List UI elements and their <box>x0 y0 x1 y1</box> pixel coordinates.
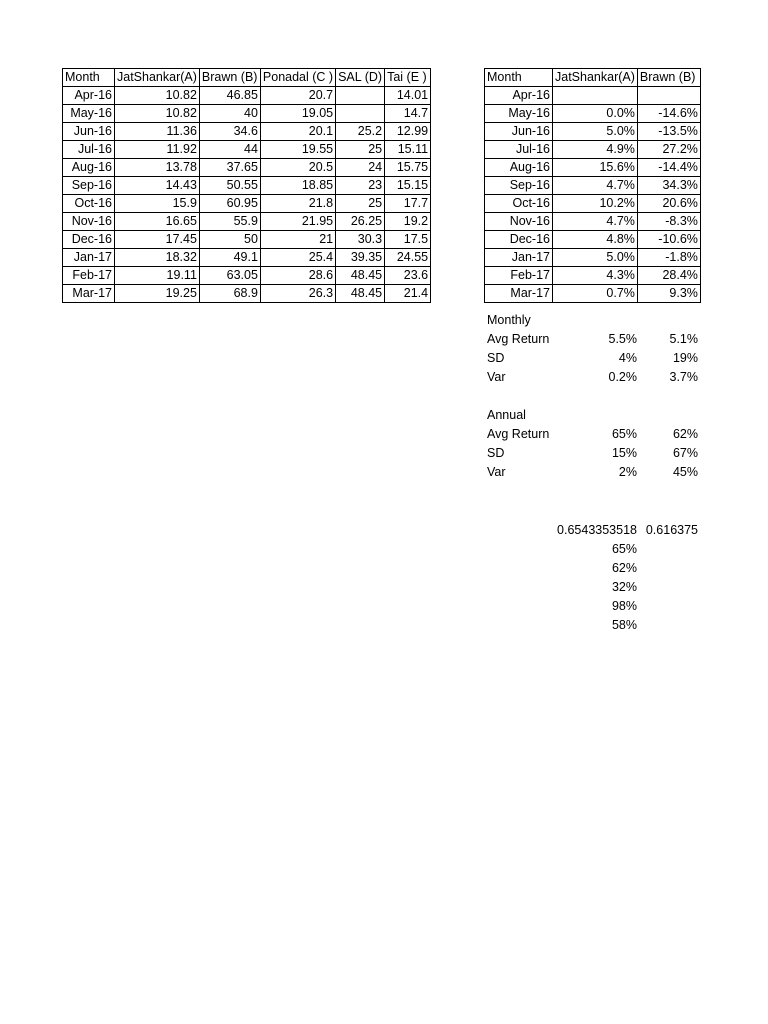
table-row <box>485 249 701 267</box>
value-cell: 15.75 <box>385 159 431 177</box>
section-heading: Annual <box>487 408 526 422</box>
extra-value: 65% <box>611 542 637 556</box>
stat-value-a: 15% <box>611 446 637 460</box>
value-cell: 27.2% <box>637 141 700 159</box>
stat-label: Avg Return <box>487 427 550 441</box>
extra-value-b: 0.616375 <box>645 523 698 537</box>
value-cell: 0.0% <box>553 105 638 123</box>
value-cell: 20.1 <box>260 123 335 141</box>
value-cell: 9.3% <box>637 285 700 303</box>
stat-row <box>484 425 700 444</box>
value-cell: -14.4% <box>637 159 700 177</box>
monthly-heading-row <box>484 311 700 330</box>
value-cell: 11.36 <box>115 123 200 141</box>
value-cell: 34.6 <box>199 123 260 141</box>
header-row <box>485 69 701 87</box>
stat-label: SD <box>487 446 505 460</box>
value-cell: 4.8% <box>553 231 638 249</box>
value-cell: 11.92 <box>115 141 200 159</box>
prices-table <box>62 68 431 303</box>
column-header: Month <box>63 69 115 87</box>
month-cell: Dec-16 <box>63 231 115 249</box>
month-cell: Sep-16 <box>485 177 553 195</box>
table-row <box>485 213 701 231</box>
table-row <box>63 213 431 231</box>
extra-value: 98% <box>611 599 637 613</box>
value-cell: 23 <box>336 177 385 195</box>
value-cell: 4.7% <box>553 213 638 231</box>
value-cell: 10.2% <box>553 195 638 213</box>
table-row <box>485 141 701 159</box>
value-cell: 34.3% <box>637 177 700 195</box>
table-row <box>485 123 701 141</box>
stat-value-b: 67% <box>672 446 698 460</box>
stat-value-a: 4% <box>618 351 637 365</box>
value-cell: 19.2 <box>385 213 431 231</box>
value-cell: 15.11 <box>385 141 431 159</box>
value-cell: 14.7 <box>385 105 431 123</box>
month-cell: Feb-17 <box>63 267 115 285</box>
value-cell: 19.55 <box>260 141 335 159</box>
month-cell: Dec-16 <box>485 231 553 249</box>
value-cell: 17.7 <box>385 195 431 213</box>
value-cell: 63.05 <box>199 267 260 285</box>
table-row <box>485 105 701 123</box>
value-cell: 55.9 <box>199 213 260 231</box>
value-cell: 48.45 <box>336 285 385 303</box>
stat-value-b: 62% <box>672 427 698 441</box>
value-cell: 23.6 <box>385 267 431 285</box>
stat-label: SD <box>487 351 505 365</box>
month-cell: Jan-17 <box>485 249 553 267</box>
table-row <box>63 123 431 141</box>
returns-table <box>484 68 701 303</box>
table-row <box>63 195 431 213</box>
column-header: Tai (E ) <box>385 69 431 87</box>
value-cell: 14.01 <box>385 87 431 105</box>
value-cell: 17.5 <box>385 231 431 249</box>
header-row <box>63 69 431 87</box>
column-header: Brawn (B) <box>199 69 260 87</box>
value-cell: 20.7 <box>260 87 335 105</box>
table-row <box>63 285 431 303</box>
extra-row <box>484 616 700 635</box>
value-cell: 4.3% <box>553 267 638 285</box>
value-cell: 25 <box>336 141 385 159</box>
stat-row <box>484 444 700 463</box>
month-cell: Feb-17 <box>485 267 553 285</box>
extra-value: 62% <box>611 561 637 575</box>
table-row <box>485 285 701 303</box>
monthly-stats <box>484 311 700 387</box>
value-cell: 21.4 <box>385 285 431 303</box>
value-cell: 19.25 <box>115 285 200 303</box>
value-cell: 18.32 <box>115 249 200 267</box>
value-cell: 60.95 <box>199 195 260 213</box>
extra-values <box>484 521 700 635</box>
stat-value-a: 5.5% <box>608 332 637 346</box>
value-cell: 40 <box>199 105 260 123</box>
value-cell <box>553 87 638 105</box>
value-cell: 15.15 <box>385 177 431 195</box>
month-cell: Mar-17 <box>485 285 553 303</box>
table-row <box>485 267 701 285</box>
month-cell: Jun-16 <box>485 123 553 141</box>
stat-value-a: 2% <box>618 465 637 479</box>
value-cell: 10.82 <box>115 87 200 105</box>
value-cell: -14.6% <box>637 105 700 123</box>
month-cell: Jul-16 <box>485 141 553 159</box>
stat-value-a: 65% <box>611 427 637 441</box>
value-cell: 13.78 <box>115 159 200 177</box>
annual-heading-row <box>484 406 700 425</box>
month-cell: Oct-16 <box>63 195 115 213</box>
stat-value-b: 19% <box>672 351 698 365</box>
value-cell: -13.5% <box>637 123 700 141</box>
month-cell: Aug-16 <box>63 159 115 177</box>
value-cell: 5.0% <box>553 123 638 141</box>
column-header: Brawn (B) <box>637 69 700 87</box>
value-cell: 39.35 <box>336 249 385 267</box>
value-cell: 21.8 <box>260 195 335 213</box>
stat-label: Var <box>487 465 506 479</box>
value-cell: 26.3 <box>260 285 335 303</box>
extra-value: 32% <box>611 580 637 594</box>
table-row <box>63 231 431 249</box>
value-cell: -1.8% <box>637 249 700 267</box>
value-cell: 4.7% <box>553 177 638 195</box>
value-cell: 21.95 <box>260 213 335 231</box>
stat-label: Avg Return <box>487 332 550 346</box>
value-cell: 4.9% <box>553 141 638 159</box>
value-cell: 46.85 <box>199 87 260 105</box>
value-cell: 10.82 <box>115 105 200 123</box>
value-cell: 37.65 <box>199 159 260 177</box>
value-cell: 25.2 <box>336 123 385 141</box>
table-row <box>485 87 701 105</box>
extra-row <box>484 540 700 559</box>
table-row <box>63 141 431 159</box>
value-cell: 20.5 <box>260 159 335 177</box>
value-cell: 28.6 <box>260 267 335 285</box>
stat-row <box>484 463 700 482</box>
stat-row <box>484 349 700 368</box>
value-cell: 19.11 <box>115 267 200 285</box>
value-cell: 24 <box>336 159 385 177</box>
month-cell: Sep-16 <box>63 177 115 195</box>
value-cell: 25 <box>336 195 385 213</box>
stat-value-a: 0.2% <box>608 370 637 384</box>
value-cell: 16.65 <box>115 213 200 231</box>
extra-row <box>484 578 700 597</box>
table-row <box>63 105 431 123</box>
value-cell: 44 <box>199 141 260 159</box>
value-cell: 25.4 <box>260 249 335 267</box>
value-cell <box>336 87 385 105</box>
stat-label: Var <box>487 370 506 384</box>
value-cell: 49.1 <box>199 249 260 267</box>
table-row <box>485 231 701 249</box>
extra-row <box>484 521 700 540</box>
stat-row <box>484 330 700 349</box>
column-header: Ponadal (C ) <box>260 69 335 87</box>
value-cell: 18.85 <box>260 177 335 195</box>
value-cell: 20.6% <box>637 195 700 213</box>
value-cell: 21 <box>260 231 335 249</box>
extra-value-a: 0.6543353518 <box>557 523 637 537</box>
table-row <box>485 177 701 195</box>
value-cell: 14.43 <box>115 177 200 195</box>
table-row <box>63 267 431 285</box>
column-header: Month <box>485 69 553 87</box>
extra-row <box>484 597 700 616</box>
month-cell: May-16 <box>63 105 115 123</box>
value-cell: -10.6% <box>637 231 700 249</box>
stat-value-b: 45% <box>672 465 698 479</box>
annual-stats <box>484 406 700 482</box>
value-cell: 26.25 <box>336 213 385 231</box>
extra-value: 58% <box>611 618 637 632</box>
month-cell: May-16 <box>485 105 553 123</box>
value-cell: -8.3% <box>637 213 700 231</box>
month-cell: Apr-16 <box>485 87 553 105</box>
value-cell: 15.6% <box>553 159 638 177</box>
month-cell: Oct-16 <box>485 195 553 213</box>
column-header: JatShankar(A) <box>553 69 638 87</box>
value-cell: 50.55 <box>199 177 260 195</box>
month-cell: Aug-16 <box>485 159 553 177</box>
column-header: JatShankar(A) <box>115 69 200 87</box>
stat-value-b: 5.1% <box>669 332 698 346</box>
value-cell: 50 <box>199 231 260 249</box>
month-cell: Jun-16 <box>63 123 115 141</box>
value-cell <box>336 105 385 123</box>
extra-row <box>484 559 700 578</box>
month-cell: Nov-16 <box>485 213 553 231</box>
value-cell: 24.55 <box>385 249 431 267</box>
value-cell: 48.45 <box>336 267 385 285</box>
table-row <box>63 177 431 195</box>
table-row <box>485 195 701 213</box>
value-cell: 30.3 <box>336 231 385 249</box>
month-cell: Mar-17 <box>63 285 115 303</box>
stat-value-b: 3.7% <box>669 370 698 384</box>
table-row <box>485 159 701 177</box>
stat-row <box>484 368 700 387</box>
value-cell <box>637 87 700 105</box>
month-cell: Jan-17 <box>63 249 115 267</box>
column-header: SAL (D) <box>336 69 385 87</box>
value-cell: 68.9 <box>199 285 260 303</box>
value-cell: 28.4% <box>637 267 700 285</box>
value-cell: 19.05 <box>260 105 335 123</box>
month-cell: Apr-16 <box>63 87 115 105</box>
table-row <box>63 87 431 105</box>
month-cell: Jul-16 <box>63 141 115 159</box>
table-row <box>63 159 431 177</box>
month-cell: Nov-16 <box>63 213 115 231</box>
value-cell: 12.99 <box>385 123 431 141</box>
value-cell: 0.7% <box>553 285 638 303</box>
value-cell: 15.9 <box>115 195 200 213</box>
section-heading: Monthly <box>487 313 531 327</box>
value-cell: 17.45 <box>115 231 200 249</box>
table-row <box>63 249 431 267</box>
value-cell: 5.0% <box>553 249 638 267</box>
